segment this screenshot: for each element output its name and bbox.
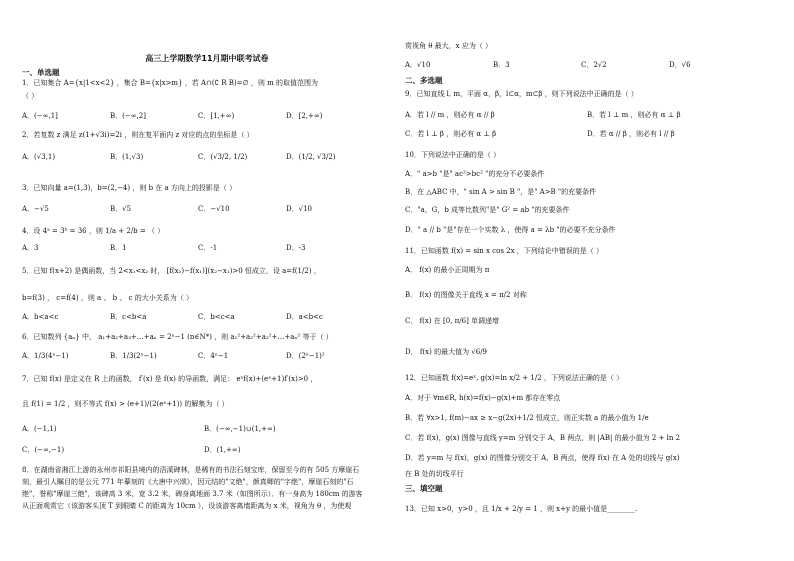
q12-tail: 在 B 处的切线平行 bbox=[405, 470, 464, 478]
q3-option-c[interactable]: C．−√10 bbox=[198, 205, 230, 213]
q6-options bbox=[22, 352, 392, 361]
q8-option-a[interactable]: A．√10 bbox=[405, 61, 431, 69]
q7-option-d[interactable]: D．(1,+∞) bbox=[204, 446, 241, 454]
q9-option-a[interactable]: A．若 l // m ，则必有 α // β bbox=[405, 111, 495, 119]
q2-option-c[interactable]: C．(√3/2, 1/2) bbox=[198, 153, 248, 161]
q3-option-d[interactable]: D．√10 bbox=[286, 205, 312, 213]
q5-option-c[interactable]: C．b<c<a bbox=[198, 313, 235, 321]
q8-continuation: 赏视角 θ 最大，x 应为（ ） bbox=[405, 42, 493, 50]
q3-option-b[interactable]: B．√5 bbox=[110, 205, 132, 213]
q5-option-a[interactable]: A．b<a<c bbox=[22, 313, 59, 321]
q7-option-a[interactable]: A．(−1,1) bbox=[22, 425, 57, 433]
q2-stem: 2．若复数 z 满足 z(1+√3i)=2i ，则在复平面内 z 对应的点的坐标是（ ） bbox=[22, 131, 254, 139]
q7-option-b[interactable]: B．(−∞,−1)∪(1,+∞) bbox=[204, 425, 276, 433]
q3-options bbox=[22, 205, 392, 214]
q8-option-b[interactable]: B．3 bbox=[493, 61, 510, 69]
q7-options-row2 bbox=[22, 446, 392, 455]
q9-option-c[interactable]: C．若 l ⊥ β ，则必有 α ⊥ β bbox=[405, 130, 497, 138]
q2-options bbox=[22, 153, 392, 162]
q12-stem: 12．已知函数 f(x)=eˣ, g(x)=ln x/2 + 1/2 ，下列说法正确的是（ ） bbox=[405, 374, 624, 382]
q6-option-b[interactable]: B．1/3(2ⁿ−1) bbox=[110, 352, 157, 360]
q13-stem[interactable]: 13．已知 x>0，y>0 ，且 1/x + 2/y = 1 ，则 x+y 的最小值是________. bbox=[405, 505, 638, 513]
q11-option-d[interactable]: D． f(x) 的最大值为 √6/9 bbox=[405, 348, 488, 356]
q4-option-b[interactable]: B．1 bbox=[110, 244, 127, 252]
section-single-choice: 一、单选题 bbox=[22, 68, 60, 77]
q10-option-d[interactable]: D．" a // b "是"存在一个实数 λ ，使得 a = λb "的必要不充分条件 bbox=[405, 226, 616, 234]
q5-options bbox=[22, 313, 392, 322]
q7-option-c[interactable]: C．(−∞,−1) bbox=[22, 446, 65, 454]
q11-option-c[interactable]: C． f(x) 在 [0, π/6] 单调递增 bbox=[405, 317, 500, 325]
q5-stem: 5．已知 f(x+2) 是偶函数，当 2<x₁<x₂ 时， [f(x₂)−f(x₁)](x₂−x₁)>0 恒成立，设 a=f(1/2) ， bbox=[22, 267, 321, 275]
q8-option-d[interactable]: D．√6 bbox=[669, 61, 691, 69]
section-multi-choice: 二、多选题 bbox=[405, 76, 443, 85]
q8-line-1: 8．在湖南省湘江上游的永州市祁阳县境内的浯溪碑林，是稀有的书法石刻宝库，保留至今的有 505 方摩崖石 bbox=[22, 466, 360, 474]
q1-option-c[interactable]: C．[1,+∞) bbox=[198, 112, 235, 120]
q9-options-row1 bbox=[405, 111, 775, 120]
q1-options bbox=[22, 112, 392, 121]
q12-option-d[interactable]: D．若 y=m 与 f(x)，g(x) 的图像分别交于 A，B 两点，使得 f(x) 在 A 处的切线与 g(x) bbox=[405, 454, 680, 462]
q5-stem-2: b=f(3) ， c=f(4) ，则 a 、 b 、 c 的大小关系为（ ） bbox=[22, 294, 193, 302]
q8-options bbox=[405, 61, 775, 70]
q11-stem: 11．已知函数 f(x) = sin x cos 2x ，下列结论中错误的是（ ） bbox=[405, 247, 603, 255]
q1-option-b[interactable]: B．(−∞,2] bbox=[110, 112, 146, 120]
page-title: 高三上学期数学11月期中联考试卷 bbox=[145, 54, 269, 63]
q10-option-b[interactable]: B．在 △ABC 中，" sin A > sin B "，是" A>B "的充要条件 bbox=[405, 188, 597, 196]
q11-option-a[interactable]: A． f(x) 的最小正周期为 π bbox=[405, 266, 490, 274]
q4-option-a[interactable]: A．3 bbox=[22, 244, 39, 252]
q4-option-c[interactable]: C．-1 bbox=[198, 244, 218, 252]
q8-line-3: 绝"，誉称"摩崖三绝"，该碑高 3 米，宽 3.2 米，碑身离地面 3.7 米（如图所示）．有一身高为 180cm 的游客 bbox=[22, 490, 363, 498]
q7-stem: 7．已知 f(x) 是定义在 R 上的函数， f′(x) 是 f(x) 的导函数，满足： eˣf(x)+(eˣ+1)f′(x)>0 ， bbox=[22, 375, 318, 383]
q3-stem: 3．已知向量 a=(1,3)，b=(2,−4) ，则 b 在 a 方向上的投影是（ ） bbox=[22, 184, 237, 192]
q10-option-c[interactable]: C．"a，G，b 成等比数列"是" G² = ab "的充要条件 bbox=[405, 206, 570, 214]
q2-option-b[interactable]: B．(1,√3) bbox=[110, 153, 144, 161]
q9-options-row2 bbox=[405, 130, 775, 139]
q9-stem: 9．已知直线 l, m，平面 α，β，l⊂α，m⊂β ，则下列说法中正确的是（ ） bbox=[405, 90, 638, 98]
q11-option-b[interactable]: B． f(x) 的图像关于直线 x = π/2 对称 bbox=[405, 291, 527, 299]
q1-paren: （ ） bbox=[22, 92, 39, 100]
q4-option-d[interactable]: D．-3 bbox=[286, 244, 306, 252]
q6-stem: 6．已知数列 {aₙ} 中， a₁+a₂+a₃+…+aₙ = 2ⁿ−1 (n∈N*) ，则 a₁²+a₂²+a₃²+…+aₙ² 等于（ ） bbox=[22, 333, 333, 341]
q5-option-d[interactable]: D．a<b<c bbox=[286, 313, 323, 321]
q8-option-c[interactable]: C．2√2 bbox=[581, 61, 607, 69]
q9-option-b[interactable]: B．若 l ⊥ m ，则必有 α ⊥ β bbox=[587, 111, 681, 119]
q2-option-a[interactable]: A．(√3,1) bbox=[22, 153, 56, 161]
q10-option-a[interactable]: A．" a>b "是" ac²>bc² "的充分不必要条件 bbox=[405, 170, 545, 178]
q1-stem: 1．已知集合 A={x|1<x<2} ，集合 B={x|x>m} ，若 A∩(∁ R B)=∅ ，则 m 的取值范围为 bbox=[22, 79, 318, 87]
q8-line-2: 刻，最引人瞩目的是公元 771 年摹刻的《大唐中兴颂》，因元结的"文绝"，颜真卿的"字绝"，摩崖石刻的"石 bbox=[22, 478, 354, 486]
q9-option-d[interactable]: D．若 α // β ，则必有 l // β bbox=[587, 130, 675, 138]
q12-option-c[interactable]: C．若 f(x)，g(x) 图像与直线 y=m 分别交于 A，B 两点，则 |AB| 的最小值为 2 + ln 2 bbox=[405, 434, 681, 442]
q8-line-4: 从正面观赏它（该游客头顶 T 到眼睛 C 的距离为 10cm ），设该游客离墙距离为 x 米，视角为 θ ，为使观 bbox=[22, 502, 352, 510]
q4-options bbox=[22, 244, 392, 253]
q6-option-a[interactable]: A．1/3(4ⁿ−1) bbox=[22, 352, 69, 360]
q12-option-a[interactable]: A．对于 ∀m∈R, h(x)=f(x)−g(x)+m 都存在零点 bbox=[405, 394, 561, 402]
q1-option-a[interactable]: A．(−∞,1] bbox=[22, 112, 58, 120]
q3-option-a[interactable]: A．−√5 bbox=[22, 205, 49, 213]
q5-option-b[interactable]: B．c<b<a bbox=[110, 313, 147, 321]
q2-option-d[interactable]: D．(1/2, √3/2) bbox=[286, 153, 336, 161]
q12-option-b[interactable]: B．若 ∀x>1, f(m)−ax ≥ x−g(2x)+1/2 恒成立，则正实数 a 的最小值为 1/e bbox=[405, 414, 649, 422]
q4-stem: 4．设 4ᵃ = 3ᵇ = 36 ，则 1/a + 2/b = （ ） bbox=[22, 227, 165, 235]
q6-option-d[interactable]: D．(2ⁿ−1)² bbox=[286, 352, 325, 360]
q7-stem-2: 且 f(1) = 1/2 ，则不等式 f(x) > (e+1)/(2(eˣ+1)) 的解集为（ ） bbox=[22, 400, 229, 408]
q1-option-d[interactable]: D．[2,+∞) bbox=[286, 112, 323, 120]
q7-options-row1 bbox=[22, 425, 392, 434]
section-fill-in: 三、填空题 bbox=[405, 484, 443, 493]
q6-option-c[interactable]: C．4ⁿ−1 bbox=[198, 352, 229, 360]
q10-stem: 10．下列说法中正确的是（ ） bbox=[405, 151, 501, 159]
